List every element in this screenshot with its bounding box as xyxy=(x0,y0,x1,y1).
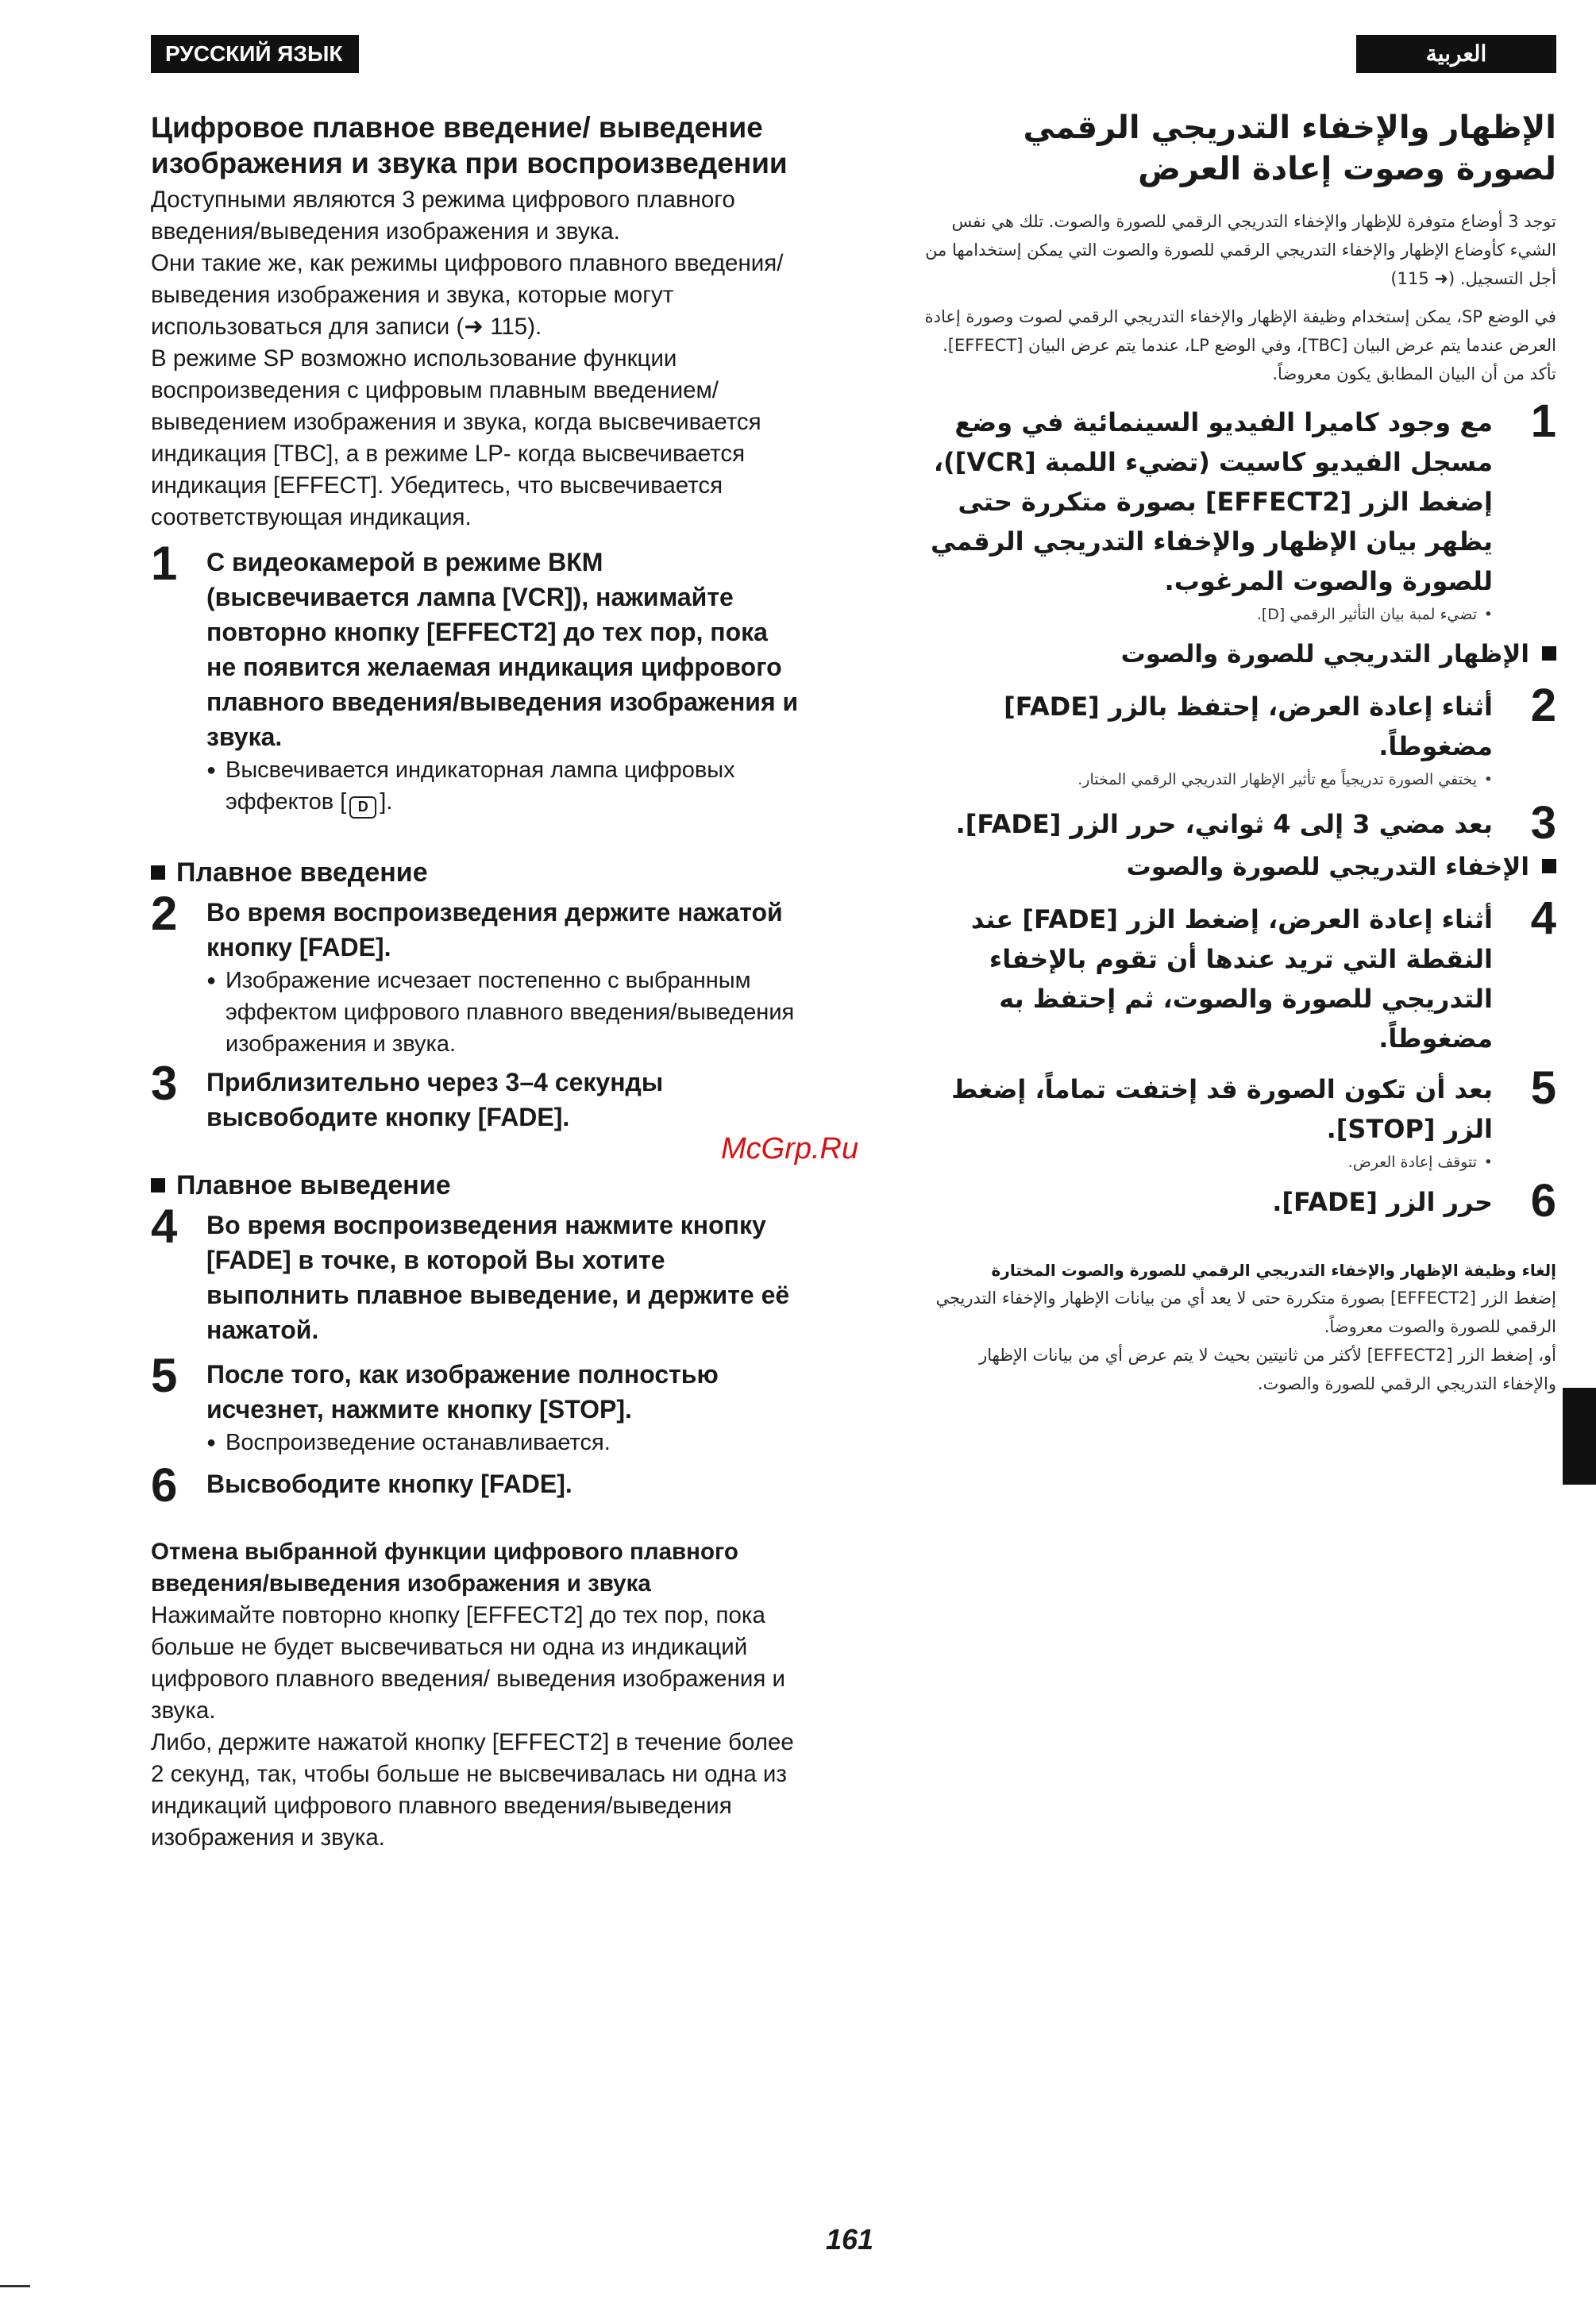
step-note: ● Изображение исчезает постепенно с выбранным эффектом цифрового плавного введения/выведения изображения и звука. xyxy=(206,965,802,1060)
cancel-paragraph: Нажимайте повторно кнопку [EFFECT2] до тех пор, пока больше не будет высвечиваться ни одна из индикаций цифрового плавного введения/ выведения изображения и звука. xyxy=(151,1602,786,1724)
arabic-language-tab: العربية xyxy=(1356,35,1556,73)
digital-effect-d-icon: D xyxy=(349,796,376,819)
step-instruction: مع وجود كاميرا الفيديو السينمائية في وضع مسجل الفيديو كاسيت (تضيء اللمبة [VCR])، إضغط الزر [EFFECT2] بصورة متكررة حتى يظهر بيان الإظهار والإخفاء التدريجي الرقمي للصورة والصوت المرغوب. xyxy=(930,407,1493,596)
ru-step-3 xyxy=(151,1057,802,1135)
ru-step-1 xyxy=(151,537,802,819)
step-number: 3 xyxy=(151,1057,178,1110)
square-bullet-icon xyxy=(151,1178,165,1192)
step-note: ● Высвечивается индикаторная лампа цифровых эффектов [ D ]. xyxy=(206,754,802,819)
ar-page-title: الإظهار والإخفاء التدريجي الرقمي لصورة وصوت إعادة العرض xyxy=(1023,110,1556,187)
ru-intro-paragraph: Доступными являются 3 режима цифрового плавного введения/выведения изображения и звука. xyxy=(151,187,735,245)
cancel-paragraph: Либо, держите нажатой кнопку [EFFECT2] в течение более 2 секунд, так, чтобы больше не высвечивалась ни одна из индикаций цифрового плавного введения/выведения изображения и звука. xyxy=(151,1729,794,1851)
step-number: 5 xyxy=(1530,1062,1556,1114)
ar-cancel-section xyxy=(921,1257,1556,1398)
step-note: • يختفي الصورة تدريجياً مع تأثير الإظهار التدريجي الرقمي المختار. xyxy=(921,766,1493,793)
ru-intro-paragraph: Они такие же, как режимы цифрового плавного введения/выведения изображения и звука, которые могут использоваться для записи (➜ 115). xyxy=(151,250,784,340)
russian-language-tab: РУССКИЙ ЯЗЫК xyxy=(151,35,359,73)
step-instruction: بعد أن تكون الصورة قد إختفت تماماً، إضغط الزر [STOP]. xyxy=(951,1074,1493,1144)
ru-page-title: Цифровое плавное введение/ выведение изображения и звука при воспроизведении xyxy=(151,111,788,179)
ru-step-4 xyxy=(151,1200,802,1347)
ar-step-1 xyxy=(921,395,1556,628)
cancel-heading: إلغاء وظيفة الإظهار والإخفاء التدريجي الرقمي للصورة والصوت المختارة xyxy=(991,1261,1556,1280)
ar-intro-paragraph: في الوضع SP، يمكن إستخدام وظيفة الإظهار والإخفاء التدريجي الرقمي لصوت وصورة إعادة العرض عندما يتم عرض البيان [TBC]، وفي الوضع LP، عندما يتم عرض البيان [EFFECT]. تأكد من أن البيان المطابق يكون معروضاً. xyxy=(924,307,1556,383)
section-heading: Плавное выведение xyxy=(151,1168,802,1203)
step-instruction: Приблизительно через 3–4 секунды высвободите кнопку [FADE]. xyxy=(206,1068,664,1131)
ru-fade-out-section xyxy=(151,1168,802,1512)
section-heading: الإظهار التدريجي للصورة والصوت xyxy=(921,636,1556,672)
step-instruction: Во время воспроизведения держите нажатой кнопку [FADE]. xyxy=(206,898,783,961)
step-instruction: Высвободите кнопку [FADE]. xyxy=(206,1470,572,1498)
step-number: 1 xyxy=(1530,395,1556,447)
step-number: 4 xyxy=(1530,892,1556,944)
section-heading: Плавное введение xyxy=(151,855,802,890)
ru-step-6 xyxy=(151,1458,802,1512)
step-instruction: حرر الزر [FADE]. xyxy=(1272,1187,1493,1217)
watermark-text: McGrp.Ru xyxy=(721,1132,859,1165)
square-bullet-icon xyxy=(1542,646,1556,661)
ru-intro-paragraph: В режиме SP возможно использование функции воспроизведения с цифровым плавным введением/ выведением изображения и звука, когда высвечивается индикация [TBC], а в режиме LP- когда высвечивается индикация [EFFECT]. Убедитесь, что высвечивается соответствующая индикация. xyxy=(151,345,761,530)
step-number: 1 xyxy=(151,537,178,590)
step-number: 2 xyxy=(1530,680,1556,731)
step-instruction: После того, как изображение полностью исчезнет, нажмите кнопку [STOP]. xyxy=(206,1360,719,1424)
ar-step-2 xyxy=(921,680,1556,793)
step-number: 6 xyxy=(151,1458,178,1512)
russian-column xyxy=(151,110,802,1854)
step-instruction: أثناء إعادة العرض، إحتفظ بالزر [FADE] مضغوطاً. xyxy=(1004,692,1493,761)
step-instruction: С видеокамерой в режиме ВКМ (высвечивается лампа [VCR]), нажимайте повторно кнопку [EFFECT2] до тех пор, пока не появится желаемая индикация цифрового плавного введения/выведения изображения и звука. xyxy=(206,548,799,751)
step-number: 3 xyxy=(1530,797,1556,849)
ar-intro-paragraph: توجد 3 أوضاع متوفرة للإظهار والإخفاء التدريجي الرقمي للصورة والصوت. تلك هي نفس الشيء كأوضاع الإظهار والإخفاء التدريجي الرقمي للصورة والصوت التي يمكن إستخدامها من أجل التسجيل. (➜ 115) xyxy=(925,212,1556,288)
step-note: ● Воспроизведение останавливается. xyxy=(206,1427,802,1458)
step-instruction: Во время воспроизведения нажмите кнопку [FADE] в точке, в которой Вы хотите выполнить плавное выведение, и держите её нажатой. xyxy=(206,1211,790,1344)
cancel-heading: Отмена выбранной функции цифрового плавного введения/выведения изображения и звука xyxy=(151,1539,738,1597)
cancel-paragraph: أو، إضغط الزر [EFFECT2] لأكثر من ثانيتين بحيث لا يتم عرض أي من بيانات الإظهار والإخفاء التدريجي الرقمي للصورة والصوت. xyxy=(979,1346,1556,1393)
page-number: 161 xyxy=(826,2223,874,2256)
step-instruction: أثناء إعادة العرض، إضغط الزر [FADE] عند النقطة التي تريد عندها أن تقوم بالإخفاء التدريجي للصورة والصوت، ثم إحتفظ به مضغوطاً. xyxy=(970,904,1493,1054)
ar-step-5 xyxy=(921,1062,1556,1176)
square-bullet-icon xyxy=(1542,859,1556,873)
step-note: • تضيء لمبة بيان التأثير الرقمي [D]. xyxy=(921,601,1493,628)
ar-step-3 xyxy=(921,797,1556,849)
square-bullet-icon xyxy=(151,865,165,880)
ar-step-6 xyxy=(921,1175,1556,1227)
side-thumb-tab xyxy=(1563,1388,1596,1485)
step-number: 5 xyxy=(151,1349,178,1402)
arabic-column xyxy=(921,107,1556,1398)
ru-step-2 xyxy=(151,887,802,1060)
section-heading: الإخفاء التدريجي للصورة والصوت xyxy=(921,849,1556,885)
cancel-paragraph: إضغط الزر [EFFECT2] بصورة متكررة حتى لا يعد أي من بيانات الإظهار والإخفاء التدريجي الرقمي للصورة والصوت معروضاً. xyxy=(935,1289,1556,1336)
ru-cancel-section xyxy=(151,1536,802,1854)
step-instruction: بعد مضي 3 إلى 4 ثواني، حرر الزر [FADE]. xyxy=(955,809,1493,839)
ru-fade-in-section xyxy=(151,855,802,1135)
step-number: 6 xyxy=(1530,1175,1556,1227)
corner-mark xyxy=(0,2285,30,2287)
ar-step-4 xyxy=(921,892,1556,1058)
step-number: 2 xyxy=(151,887,178,940)
ru-step-5 xyxy=(151,1349,802,1458)
step-note: • تتوقف إعادة العرض. xyxy=(921,1149,1493,1176)
step-number: 4 xyxy=(151,1200,178,1253)
